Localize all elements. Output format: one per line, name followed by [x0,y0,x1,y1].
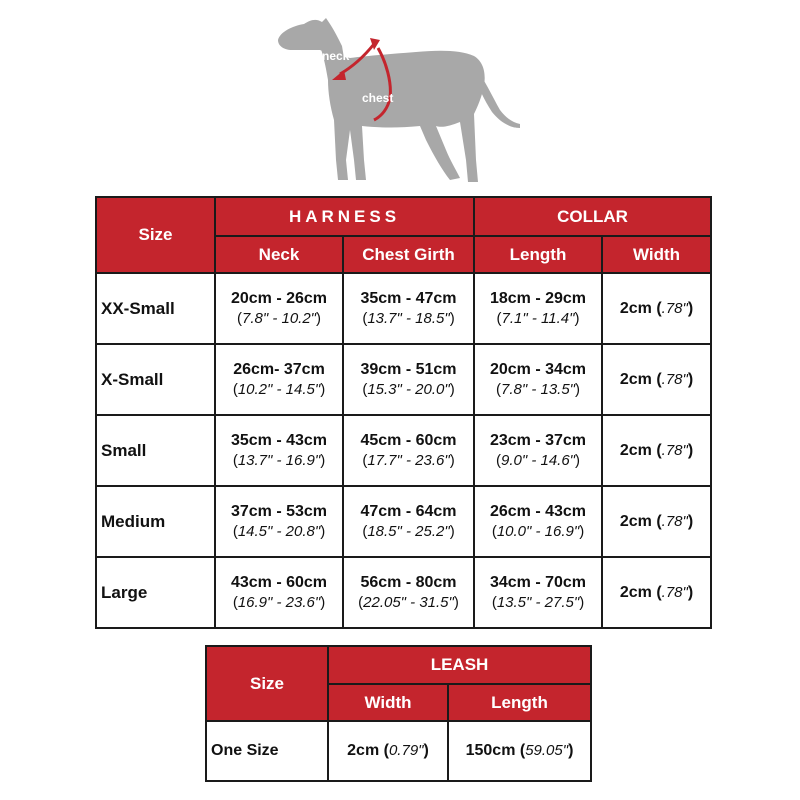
neck-label: neck [322,49,350,63]
width-in: .78" [661,370,688,388]
length-cell: 18cm - 29cm (7.1" - 11.4") [474,273,602,344]
neck-in: 14.5" - 20.8" [237,523,321,540]
table-row [96,557,711,628]
dog-measurement-figure [270,10,530,190]
length-subheader: Length [474,236,602,273]
table-row [206,721,591,781]
chest-cell: 47cm - 64cm (18.5" - 25.2") [343,486,474,557]
width-cell: 2cm (.78") [602,344,711,415]
width-cm: 2cm [619,583,652,601]
chest-in: 18.5" - 25.2" [367,523,450,540]
length-in: 7.1" - 11.4" [501,310,575,327]
collar-header: COLLAR [474,197,711,236]
chest-in: 17.7" - 23.6" [367,452,450,469]
neck-cm: 20cm - 26cm [230,290,328,307]
chest-cm: 39cm - 51cm [360,361,457,378]
length-cm: 23cm - 37cm [489,432,587,449]
width-cm: 2cm [619,370,652,388]
chest-in: 13.7" - 18.5" [367,310,450,327]
size-name: XX-Small [96,273,215,344]
width-cm: 2cm [619,299,652,317]
neck-cell: 43cm - 60cm (16.9" - 23.6") [215,557,343,628]
neck-cell: 37cm - 53cm (14.5" - 20.8") [215,486,343,557]
leash-width-cell: 2cm (0.79") [328,721,448,781]
neck-in: 10.2" - 14.5" [237,381,321,398]
length-cm: 34cm - 70cm [489,574,587,591]
width-in: .78" [661,441,688,459]
chest-in: 15.3" - 20.0" [367,381,450,398]
length-in: 10.0" - 16.9" [496,523,580,540]
leash-table [205,645,592,782]
width-cell: 2cm (.78") [602,273,711,344]
length-cm: 18cm - 29cm [489,290,587,307]
width-in: .78" [661,512,688,530]
leash-length-in: 59.05" [525,742,569,759]
chest-cm: 45cm - 60cm [360,432,457,449]
length-cell: 20cm - 34cm (7.8" - 13.5") [474,344,602,415]
size-chart-table [95,196,712,629]
neck-in: 16.9" - 23.6" [237,594,321,611]
neck-in: 7.8" - 10.2" [241,310,317,327]
length-cm: 26cm - 43cm [489,503,587,520]
leash-length-cell: 150cm (59.05") [448,721,591,781]
neck-cm: 35cm - 43cm [230,432,328,449]
width-cell: 2cm (.78") [602,415,711,486]
length-in: 7.8" - 13.5" [500,381,576,398]
neck-cell: 20cm - 26cm (7.8" - 10.2") [215,273,343,344]
chest-cell: 56cm - 80cm (22.05" - 31.5") [343,557,474,628]
table-row [96,273,711,344]
chest-cm: 47cm - 64cm [360,503,457,520]
width-cm: 2cm [619,512,652,530]
width-subheader: Width [602,236,711,273]
length-cell: 34cm - 70cm (13.5" - 27.5") [474,557,602,628]
chest-girth-subheader: Chest Girth [343,236,474,273]
width-in: .78" [661,299,688,317]
neck-cell: 26cm- 37cm (10.2" - 14.5") [215,344,343,415]
width-cm: 2cm [619,441,652,459]
length-in: 9.0" - 14.6" [500,452,576,469]
neck-cell: 35cm - 43cm (13.7" - 16.9") [215,415,343,486]
chest-cell: 45cm - 60cm (17.7" - 23.6") [343,415,474,486]
leash-size-header: Size [206,646,328,721]
size-name: Large [96,557,215,628]
leash-length-subheader: Length [448,684,591,721]
chest-cell: 35cm - 47cm (13.7" - 18.5") [343,273,474,344]
width-in: .78" [661,583,688,601]
chest-cell: 39cm - 51cm (15.3" - 20.0") [343,344,474,415]
chest-cm: 56cm - 80cm [360,574,457,591]
neck-cm: 26cm- 37cm [233,361,325,378]
size-name: Medium [96,486,215,557]
length-cell: 26cm - 43cm (10.0" - 16.9") [474,486,602,557]
table-row [96,344,711,415]
leash-width-subheader: Width [328,684,448,721]
length-in: 13.5" - 27.5" [496,594,580,611]
chest-label: chest [362,91,394,105]
leash-header: LEASH [328,646,591,684]
size-name: One Size [206,721,328,781]
chest-cm: 35cm - 47cm [360,290,457,307]
width-cell: 2cm (.78") [602,486,711,557]
neck-cm: 43cm - 60cm [230,574,328,591]
neck-subheader: Neck [215,236,343,273]
table-row [96,486,711,557]
length-cell: 23cm - 37cm (9.0" - 14.6") [474,415,602,486]
width-cell: 2cm (.78") [602,557,711,628]
leash-width-in: 0.79" [388,742,424,759]
harness-header: HARNESS [215,197,474,236]
table-row [96,415,711,486]
neck-in: 13.7" - 16.9" [237,452,321,469]
length-cm: 20cm - 34cm [489,361,587,378]
size-name: X-Small [96,344,215,415]
size-column-header: Size [96,197,215,273]
leash-length-cm: 150cm [465,742,516,759]
leash-width-cm: 2cm [347,742,380,759]
chest-in: 22.05" - 31.5" [363,594,454,611]
dog-silhouette [278,18,520,182]
neck-cm: 37cm - 53cm [230,503,328,520]
size-name: Small [96,415,215,486]
